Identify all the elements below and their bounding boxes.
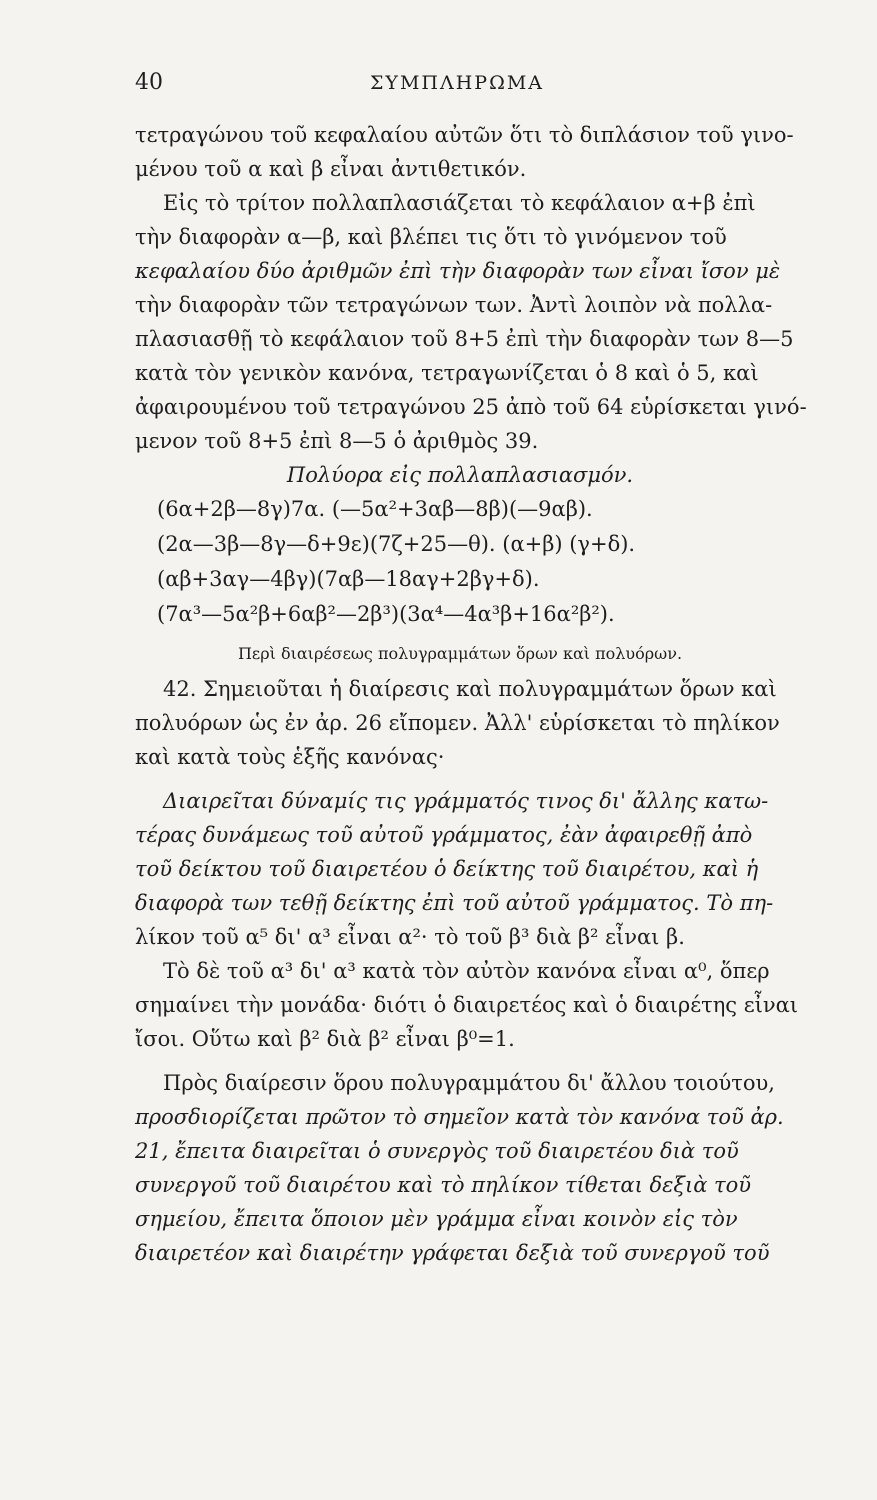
text-line: κατὰ τὸν γενικὸν κανόνα, τετραγωνίζεται ὁ 8 καὶ ὁ 5, καὶ [135, 361, 759, 385]
text-line: διαιρετέον καὶ διαιρέτην γράφεται δεξιὰ τοῦ συνεργοῦ τοῦ [135, 1241, 770, 1265]
text-line: τέρας δυνάμεως τοῦ αὐτοῦ γράμματος, ἐὰν ἀφαιρεθῇ ἀπὸ [135, 823, 753, 847]
text-line: μένου τοῦ α καὶ β εἶναι ἀντιθετικόν. [135, 157, 527, 181]
paragraph-1 [135, 118, 794, 186]
text-line: 21, ἔπειτα διαιρεῖται ὁ συνεργὸς τοῦ διαιρετέου διὰ τοῦ [135, 1139, 739, 1163]
text-line: Διαιρεῖται δύναμίς τις γράμματός τινος δι' ἄλλης κατω- [163, 789, 769, 813]
text-line: καὶ κατὰ τοὺς ἑξῆς κανόνας· [135, 745, 445, 769]
text-line: πολυόρων ὡς ἐν ἀρ. 26 εἴπομεν. Ἀλλ' εὑρίσκεται τὸ πηλίκον [135, 711, 780, 735]
text-line: 42. Σημειοῦται ἡ διαίρεσις καὶ πολυγραμμάτων ὅρων καὶ [163, 677, 777, 701]
exercises-heading: Πολύορα εἰς πολλαπλασιασμόν. [286, 463, 634, 487]
text-line: πλασιασθῇ τὸ κεφάλαιον τοῦ 8+5 ἐπὶ τὴν διαφορὰν των 8—5 [135, 327, 794, 351]
text-line: διαφορὰ των τεθῇ δείκτης ἐπὶ τοῦ αὐτοῦ γράμματος. Τὸ πη- [135, 891, 774, 915]
section-heading: Περὶ διαιρέσεως πολυγραμμάτων ὅρων καὶ πολυόρων. [237, 644, 683, 663]
text-line: Εἰς τὸ τρίτον πολλαπλασιάζεται τὸ κεφάλαιον α+β ἐπὶ [163, 191, 756, 215]
text-line: τὴν διαφορὰν α—β, καὶ βλέπει τις ὅτι τὸ γινόμενον τοῦ [135, 225, 727, 249]
formula-list [135, 492, 785, 632]
text-line: ἴσοι. Οὕτω καὶ β² διὰ β² εἶναι β⁰=1. [135, 1027, 515, 1051]
formula: (αβ+3αγ—4βγ)(7αβ—18αγ+2βγ+δ). [157, 567, 540, 591]
text-line: συνεργοῦ τοῦ διαιρέτου καὶ τὸ πηλίκον τίθεται δεξιὰ τοῦ [135, 1173, 752, 1197]
spacer [135, 1056, 785, 1066]
formula: (2α—3β—8γ—δ+9ε)(7ζ+25—θ). (α+β) (γ+δ). [157, 532, 636, 556]
text-line: κεφαλαίου δύο ἀριθμῶν ἐπὶ τὴν διαφορὰν των εἶναι ἴσον μὲ [135, 259, 781, 283]
paragraph-6 [135, 1066, 785, 1270]
spacer [135, 774, 785, 784]
formula: (7α³—5α²β+6αβ²—2β³)(3α⁴—4α³β+16α²β²). [157, 602, 615, 626]
page-number: 40 [135, 70, 163, 95]
running-title: ΣΥΜΠΛΗΡΩΜΑ [370, 72, 545, 94]
paragraph-3 [135, 672, 785, 774]
text-line: προσδιορίζεται πρῶτον τὸ σημεῖον κατὰ τὸν κανόνα τοῦ ἀρ. [135, 1105, 784, 1129]
page-body [135, 118, 807, 1270]
text-line: λίκον τοῦ α⁵ δι' α³ εἶναι α²· τὸ τοῦ β³ διὰ β² εἶναι β. [135, 925, 685, 949]
formula: (6α+2β—8γ)7α. (—5α²+3αβ—8β)(—9αβ). [157, 497, 593, 521]
text-line: σημαίνει τὴν μονάδα· διότι ὁ διαιρετέος καὶ ὁ διαιρέτης εἶναι [135, 993, 799, 1017]
text-line: ἀφαιρουμένου τοῦ τετραγώνου 25 ἀπὸ τοῦ 64 εὑρίσκεται γινό- [135, 395, 807, 419]
text-line: τετραγώνου τοῦ κεφαλαίου αὐτῶν ὅτι τὸ διπλάσιον τοῦ γινο- [135, 123, 794, 147]
text-line: τὴν διαφορὰν τῶν τετραγώνων των. Ἀντὶ λοιπὸν νὰ πολλα- [135, 293, 773, 317]
page-header [135, 70, 780, 100]
text-line: Τὸ δὲ τοῦ α³ δι' α³ κατὰ τὸν αὐτὸν κανόνα εἶναι α⁰, ὅπερ [163, 959, 770, 983]
paragraph-2 [135, 186, 807, 458]
paragraph-4 [135, 784, 785, 954]
text-line: Πρὸς διαίρεσιν ὅρου πολυγραμμάτου δι' ἄλλου τοιούτου, [163, 1071, 775, 1095]
text-line: μενον τοῦ 8+5 ἐπὶ 8—5 ὁ ἀριθμὸς 39. [135, 429, 539, 453]
text-line: σημείου, ἔπειτα ὅποιον μὲν γράμμα εἶναι κοινὸν εἰς τὸν [135, 1207, 738, 1231]
text-line: τοῦ δείκτου τοῦ διαιρετέου ὁ δείκτης τοῦ διαιρέτου, καὶ ἡ [135, 857, 759, 881]
paragraph-5 [135, 954, 799, 1056]
